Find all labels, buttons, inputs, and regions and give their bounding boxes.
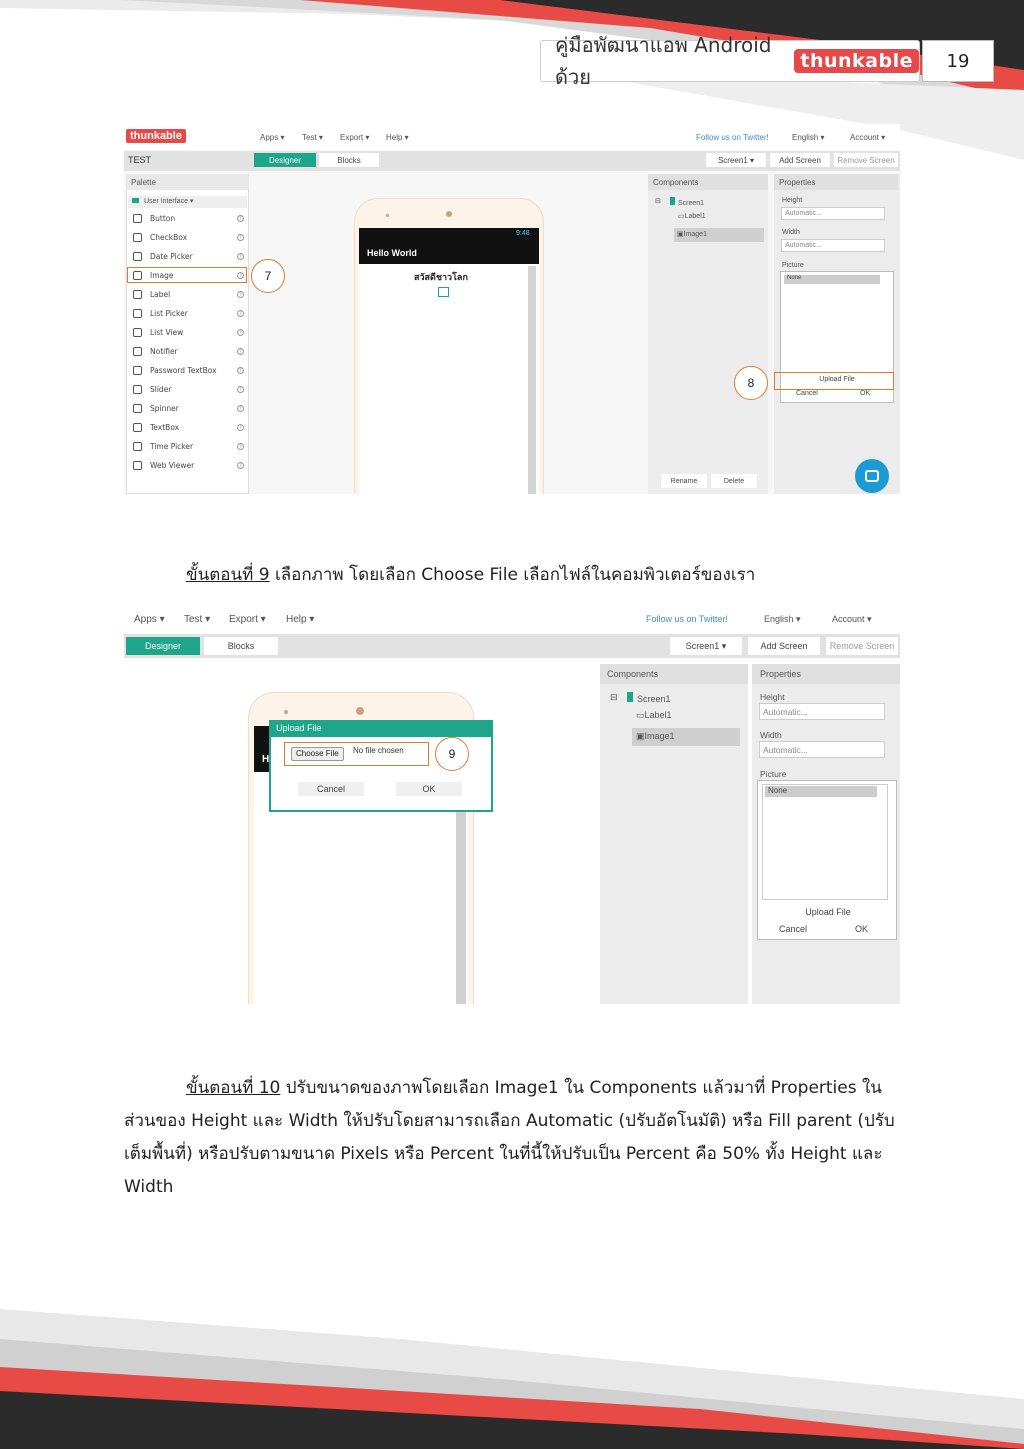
menu-help[interactable]: Help ▾ — [286, 614, 315, 625]
phone-scrollbar[interactable] — [528, 266, 536, 494]
help-icon[interactable]: ? — [237, 424, 244, 431]
phone-title: Hello World — [367, 248, 417, 258]
component-icon — [133, 271, 142, 280]
height-label: Height — [760, 692, 785, 702]
phone-title-partial: H — [262, 754, 270, 765]
properties-title: Properties — [752, 664, 900, 684]
phone-statusbar — [359, 228, 539, 264]
menu-help[interactable]: Help ▾ — [386, 133, 409, 142]
component-icon — [133, 347, 142, 356]
component-icon — [133, 442, 142, 451]
help-icon[interactable]: ? — [237, 329, 244, 336]
components-title: Components — [600, 664, 748, 684]
collapse-icon[interactable]: ⊟ — [655, 198, 661, 205]
choose-file-button[interactable]: Choose File — [291, 747, 344, 761]
account-menu[interactable]: Account ▾ — [850, 133, 886, 142]
cancel-button[interactable]: Cancel — [796, 390, 818, 397]
book-title-text: คู่มือพัฒนาแอพ Android ด้วย — [555, 33, 772, 89]
component-icon — [133, 385, 142, 394]
menu-export[interactable]: Export ▾ — [229, 614, 266, 625]
help-icon[interactable]: ? — [237, 234, 244, 241]
menu-apps[interactable]: Apps ▾ — [134, 614, 165, 625]
thunkable-logo[interactable]: thunkable — [126, 129, 186, 143]
chat-bubble-icon[interactable] — [855, 459, 889, 493]
image-placeholder-icon[interactable] — [438, 287, 449, 297]
component-label1[interactable] — [678, 212, 706, 220]
palette-item[interactable] — [128, 457, 248, 474]
step10-line2: ส่วนของ Height และ Width ให้ปรับโดยสามารถเลือก Automatic (ปรับอัตโนมัติ) หรือ Fill parent (ปรับ — [124, 1111, 895, 1131]
screen-select[interactable]: Screen1 ▾ — [670, 637, 742, 655]
add-screen-button[interactable]: Add Screen — [770, 153, 830, 167]
component-screen1-label: Screen1 — [678, 200, 705, 207]
cancel-button[interactable]: Cancel — [779, 924, 808, 934]
twitter-link[interactable]: Follow us on Twitter! — [696, 133, 769, 142]
height-label: Height — [782, 197, 803, 204]
step9-prefix: ขั้นตอนที่ 9 — [186, 565, 270, 585]
help-icon[interactable]: ? — [237, 405, 244, 412]
palette-item[interactable] — [128, 400, 248, 417]
component-image1[interactable] — [632, 728, 740, 746]
twitter-link[interactable]: Follow us on Twitter! — [646, 614, 728, 624]
phone-icon — [670, 197, 675, 205]
tab-blocks[interactable]: Blocks — [204, 637, 278, 655]
help-icon[interactable]: ? — [237, 253, 244, 260]
menu-test[interactable]: Test ▾ — [184, 614, 211, 625]
palette-item-label: CheckBox — [150, 233, 188, 242]
component-icon — [133, 290, 142, 299]
rename-button[interactable]: Rename — [661, 474, 707, 488]
phone-screen — [359, 228, 539, 494]
palette-item[interactable] — [128, 229, 248, 246]
callout-8: 8 — [734, 366, 768, 400]
picture-option-none[interactable]: None — [765, 786, 877, 797]
brand-logo: thunkable — [794, 49, 919, 73]
component-icon — [133, 366, 142, 375]
component-label1-label: Label1 — [644, 710, 672, 720]
component-icon — [133, 461, 142, 470]
palette-item[interactable] — [128, 343, 248, 360]
step9-text: เลือกภาพ โดยเลือก Choose File เลือกไฟล์ในคอมพิวเตอร์ของเรา — [269, 565, 756, 585]
dialog-cancel-button[interactable]: Cancel — [298, 782, 364, 796]
component-label1-label: Label1 — [684, 213, 706, 220]
width-label: Width — [782, 229, 800, 236]
palette-item-label: Image — [150, 271, 174, 280]
step10-line1-text: ปรับขนาดของภาพโดยเลือก Image1 ใน Components แล้วมาที่ Properties ใน — [280, 1078, 882, 1098]
language-select[interactable]: English ▾ — [764, 614, 801, 624]
component-screen1-label: Screen1 — [637, 694, 671, 704]
step10-line3: เต็มพื้นที่) หรือปรับตามขนาด Pixels หรือ Percent ในที่นี้ให้ปรับเป็น Percent คือ 50% ทั้ง Height และ — [124, 1144, 883, 1164]
book-title — [540, 33, 920, 89]
label-icon: ▭ — [678, 213, 685, 220]
chat-icon-inner — [865, 470, 879, 482]
palette-item-label: Notifier — [150, 347, 178, 356]
height-field[interactable]: Automatic... — [759, 703, 885, 720]
image-icon: ▣ — [677, 231, 684, 238]
help-icon[interactable]: ? — [237, 310, 244, 317]
help-icon[interactable]: ? — [237, 348, 244, 355]
palette-item-label: Slider — [150, 385, 172, 394]
phone-scrollbar[interactable] — [456, 806, 466, 1004]
phone-icon — [627, 692, 633, 702]
phone-speaker-dot — [446, 211, 452, 217]
components-title: Components — [648, 174, 768, 190]
component-icon — [133, 328, 142, 337]
menu-apps[interactable]: Apps ▾ — [260, 133, 285, 142]
upload-highlight — [774, 372, 894, 390]
palette-item[interactable] — [128, 438, 248, 455]
upload-dialog-title: Upload File — [269, 720, 493, 737]
screen-select[interactable]: Screen1 ▾ — [706, 153, 766, 167]
phone-speaker-dot — [356, 707, 364, 715]
width-label: Width — [760, 730, 782, 740]
help-icon[interactable]: ? — [237, 462, 244, 469]
help-icon[interactable]: ? — [237, 443, 244, 450]
screenshot-2 — [124, 606, 900, 1004]
component-icon — [133, 423, 142, 432]
tab-designer[interactable]: Designer — [254, 153, 316, 167]
component-label1[interactable] — [636, 710, 672, 721]
step10-prefix: ขั้นตอนที่ 10 — [186, 1078, 281, 1098]
height-field[interactable]: Automatic... — [781, 207, 885, 220]
palette-item-label: Date Picker — [150, 252, 193, 261]
dialog-ok-button[interactable]: OK — [396, 782, 462, 796]
page-number: 19 — [922, 40, 994, 82]
remove-screen-button[interactable]: Remove Screen — [834, 153, 898, 167]
picture-list[interactable] — [762, 784, 888, 900]
palette-category-label: User Interface ▾ — [144, 198, 194, 205]
palette-item-label: Time Picker — [150, 442, 194, 451]
component-icon — [133, 309, 142, 318]
tab-designer[interactable]: Designer — [126, 637, 200, 655]
palette-category[interactable] — [128, 196, 247, 208]
picture-label: Picture — [782, 262, 804, 269]
component-screen1[interactable] — [670, 197, 704, 207]
picture-option-none[interactable]: None — [784, 275, 880, 284]
palette-item[interactable] — [128, 286, 248, 303]
label-icon: ▭ — [636, 710, 645, 720]
palette-item[interactable] — [128, 419, 248, 436]
menu-test[interactable]: Test ▾ — [302, 133, 323, 142]
step10-line4: Width — [124, 1177, 174, 1197]
palette-item-label: Web Viewer — [150, 461, 195, 470]
menu-export[interactable]: Export ▾ — [340, 133, 370, 142]
width-field[interactable]: Automatic... — [759, 741, 885, 758]
palette-item-label: Button — [150, 214, 176, 223]
image-icon: ▣ — [636, 731, 645, 741]
palette-item-label: Spinner — [150, 404, 179, 413]
palette-item[interactable] — [128, 267, 248, 284]
help-icon[interactable]: ? — [237, 367, 244, 374]
folder-icon — [132, 198, 139, 203]
no-file-text: No file chosen — [353, 746, 404, 755]
ok-button[interactable]: OK — [860, 390, 871, 397]
phone-time: 9:48 — [516, 230, 530, 237]
palette-item[interactable] — [128, 381, 248, 398]
palette-item[interactable] — [128, 305, 248, 322]
palette-title: Palette — [126, 174, 249, 190]
palette-item[interactable] — [128, 362, 248, 379]
palette-item-label: Label — [150, 290, 171, 299]
phone-label: สวัสดีชาวโลก — [414, 272, 468, 282]
help-icon[interactable]: ? — [237, 291, 244, 298]
help-icon[interactable]: ? — [237, 386, 244, 393]
component-image1-label: Image1 — [683, 231, 707, 238]
footer-decoration — [0, 1299, 1024, 1449]
components-panel — [648, 174, 768, 494]
account-menu[interactable]: Account ▾ — [832, 614, 872, 624]
upload-file-button[interactable]: Upload File — [819, 376, 855, 383]
component-image1-label: Image1 — [644, 731, 675, 741]
remove-screen-button[interactable]: Remove Screen — [826, 637, 898, 655]
component-screen1[interactable] — [627, 692, 671, 704]
upload-file-button[interactable]: Upload File — [805, 907, 851, 917]
language-select[interactable]: English ▾ — [792, 133, 825, 142]
palette-item-label: List View — [150, 328, 184, 337]
tab-blocks[interactable]: Blocks — [319, 153, 379, 167]
width-field[interactable]: Automatic... — [781, 239, 885, 252]
phone-camera-dot — [284, 710, 288, 714]
palette-item[interactable] — [128, 210, 248, 227]
component-image1[interactable] — [674, 228, 764, 242]
collapse-icon[interactable]: ⊟ — [610, 692, 618, 702]
phone-camera-dot — [386, 214, 389, 217]
callout-9: 9 — [435, 737, 469, 771]
callout-7: 7 — [251, 259, 285, 293]
help-icon[interactable]: ? — [237, 272, 244, 279]
help-icon[interactable]: ? — [237, 215, 244, 222]
component-icon — [133, 404, 142, 413]
palette-item[interactable] — [128, 248, 248, 265]
step10-line1 — [124, 1072, 914, 1105]
components-panel — [600, 664, 748, 1004]
palette-item[interactable] — [128, 324, 248, 341]
properties-title: Properties — [774, 174, 898, 190]
component-icon — [133, 233, 142, 242]
project-name: TEST — [128, 155, 152, 165]
add-screen-button[interactable]: Add Screen — [748, 637, 820, 655]
step10-paragraph — [124, 1072, 914, 1204]
picture-label: Picture — [760, 769, 787, 779]
step9-paragraph — [186, 559, 966, 592]
ok-button[interactable]: OK — [855, 924, 869, 934]
palette-item-label: List Picker — [150, 309, 188, 318]
component-icon — [133, 252, 142, 261]
component-icon — [133, 214, 142, 223]
delete-button[interactable]: Delete — [711, 474, 757, 488]
palette-item-label: Password TextBox — [150, 366, 217, 375]
palette-item-label: TextBox — [150, 423, 180, 432]
